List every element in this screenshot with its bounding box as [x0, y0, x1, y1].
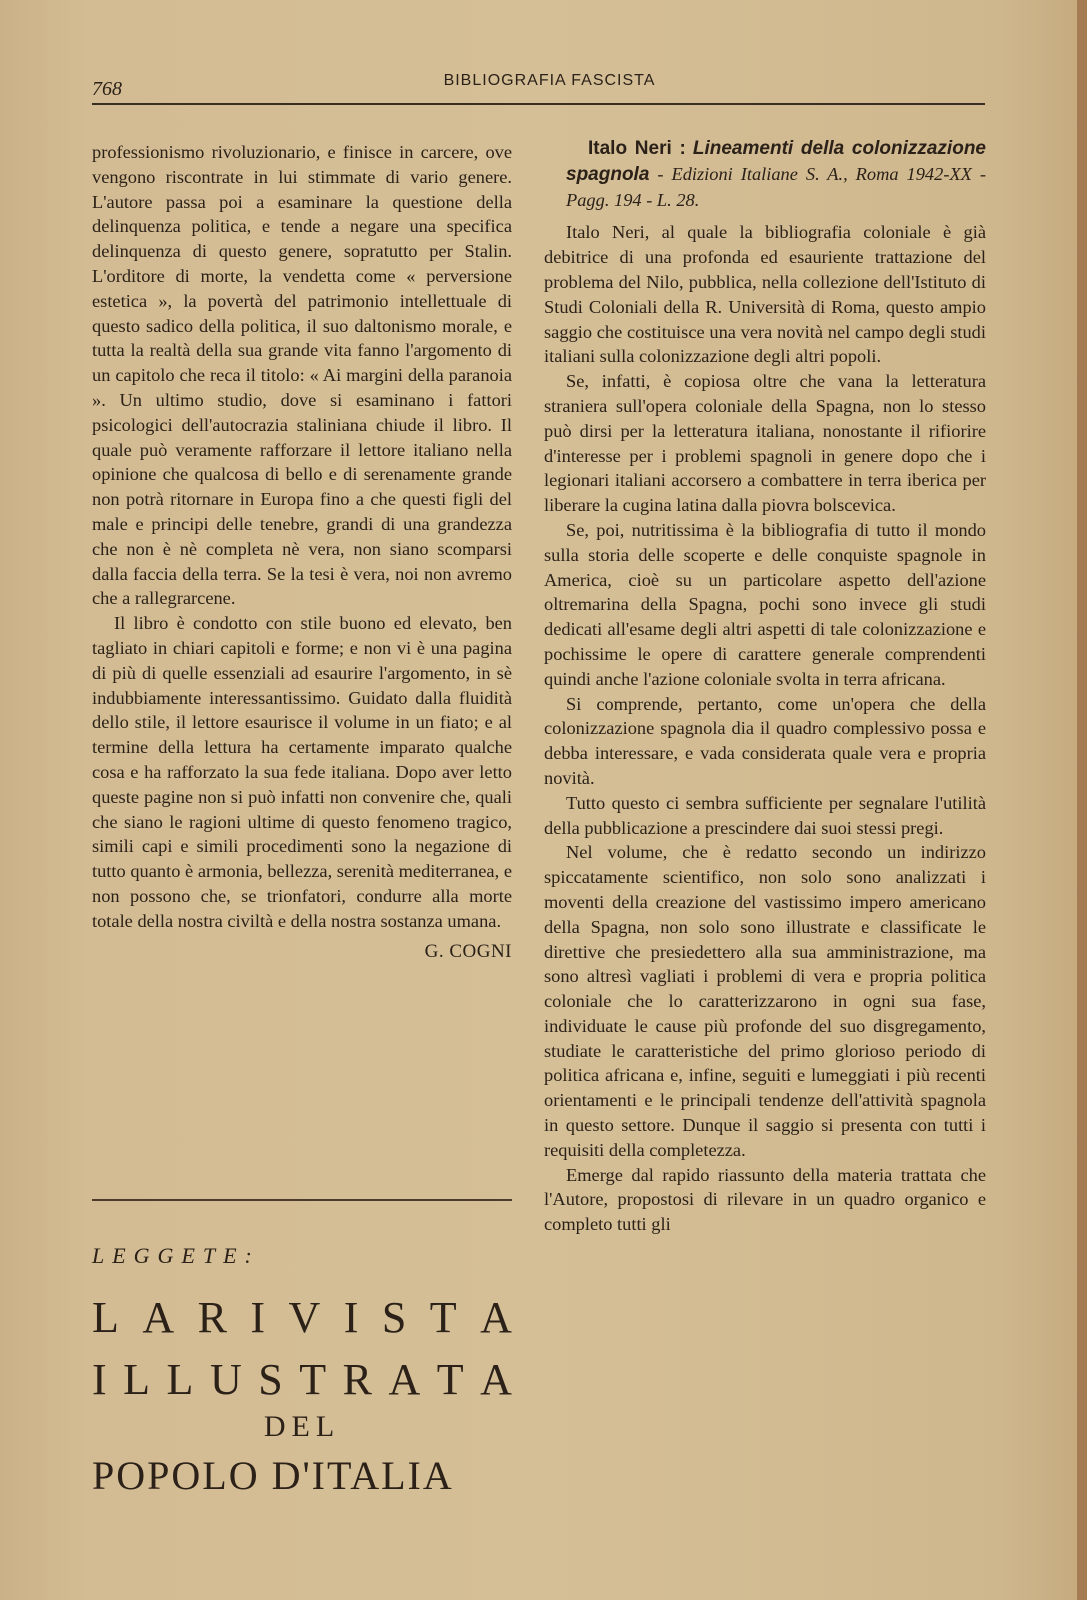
running-header-text: BIBLIOGRAFIA FASCISTA [443, 72, 656, 89]
right-paragraph-2: Se, infatti, è copiosa oltre che vana la letteratura straniera sull'opera coloniale della Spagna, non lo stesso può dirsi per la letteratura italiana, nonostante il rifiorire d'interesse per i problemi spagnoli in genere dopo che i legionari italiani accorsero a combattere in terra iberica per liberare la cugina latina dalla piovra bolscevica. [544, 371, 986, 516]
advert-letter: T [436, 1355, 464, 1404]
advert-letter: I [250, 1293, 266, 1342]
advert-letter: R [342, 1355, 372, 1404]
book-author: Italo Neri : [588, 138, 686, 159]
advert-line-popolo: POPOLO D'ITALIA [92, 1453, 454, 1498]
header-rule [92, 103, 985, 105]
advert-letter: A [480, 1293, 512, 1342]
advert-letter: I [92, 1355, 107, 1404]
book-publication: - Edizioni Italiane S. A., Roma 1942-XX - Pagg. 194 - L. 28. [566, 163, 986, 210]
advert-letter: S [258, 1355, 283, 1404]
advert-letter: U [209, 1355, 242, 1404]
advert-line-rivista [92, 1292, 512, 1343]
right-column [544, 136, 986, 1237]
right-paragraph-7: Emerge dal rapido riassunto della materia trattata che l'Autore, propostosi di rilevare in un quadro organico e completo tutti gli [544, 1164, 986, 1235]
advert-line-illustrata [92, 1354, 512, 1405]
page-number: 768 [92, 78, 122, 100]
advert-letter: A [480, 1355, 512, 1404]
left-paragraph-2: Il libro è condotto con stile buono ed elevato, ben tagliato in chiari capitoli e forme; e non vi è una pagina di più di quelle essenziali ad esaurire l'argomento, in sè indubbiamente interessantissimo. Guidato dalla fluidità dello stile, il lettore esaurisce il volume in un fiato; e al termine della lettura ha certamente imparato qualche cosa e ha rafforzato la sua fede italiana. Dopo aver letto queste pagine non si può infatti non convenire che, quali che siano le ragioni ultime di questo fenomeno tragico, simili capi e simili procedimenti sono la negazione di tutto quanto è armonia, bellezza, serenità mediterranea, e non possono che, se trionfatori, condurre alla morte totale della nostra civiltà e della nostra sostanza umana. [92, 613, 512, 931]
advert-letter: I [343, 1293, 359, 1342]
right-paragraph-6: Nel volume, che è redatto secondo un indirizzo spiccatamente scientifico, non solo sono analizzati i moventi della creazione del vastissimo impero americano della Spagna, non solo sono illustrate e classificate le direttive che presiedettero alla sua amministrazione, ma sono altresì vagliati i problemi di vera e propria politica coloniale che lo caratterizzarono in ogni sua fase, individuate le cause più profonde del suo disgregamento, studiate le caratteristiche del primo glorioso periodo di politica africana e, infine, seguiti e lumeggiati i più recenti orientamenti e le principali tendenze dell'attività spagnola in questo settore. Dunque il saggio si presenta con tutti i requisiti della completezza. [544, 842, 986, 1160]
advert-letter: R [197, 1293, 227, 1342]
advert-letter: L [92, 1293, 119, 1342]
book-heading [544, 136, 986, 212]
right-paragraph-5: Tutto questo ci sembra sufficiente per segnalare l'utilità della pubblicazione a prescindere dai suoi stessi pregi. [544, 792, 986, 838]
advert-letter: T [429, 1293, 457, 1342]
left-paragraph-1: professionismo rivoluzionario, e finisce in carcere, ove vengono riscontrate in lui stimmate di vario genere. L'autore passa poi a esaminare la questione della delinquenza politica, e tende a negare una specifica delinquenza di questo genere, sopratutto per Stalin. L'orditore di morte, la vendetta come « perversione estetica », la povertà del patrimonio intellettuale di questo sadico della politica, il suo daltonismo morale, e tutta la realtà della sua grande vita fanno l'argomento di un capitolo che reca il titolo: « Ai margini della paranoia ». Un ultimo studio, dove si esaminano i fattori psicologici dell'autocrazia staliniana chiude il libro. Il quale può veramente rafforzare il lettore italiano nella opinione che qualcosa di bello e di serenamente grande non potrà ritornare in Europa fino a che questi figli del male e principi delle tenebre, grandi di una grandezza che non è nè completa nè vera, non siano scomparsi dalla faccia della terra. Se la tesi è vera, noi non avremo che a rallegrarcene. [92, 142, 512, 609]
book-title: Lineamenti della colonizzazione spagnola [566, 138, 986, 185]
advert-letter: A [388, 1355, 421, 1404]
advert-line-del: DEL [263, 1410, 341, 1443]
advert-letter: L [166, 1355, 194, 1404]
advert-letter: A [142, 1293, 175, 1342]
left-column [92, 140, 512, 964]
advert-letter: V [288, 1293, 321, 1342]
review-signature: G. COGNI [424, 940, 512, 962]
right-paragraph-4: Si comprende, pertanto, come un'opera che della colonizzazione spagnola dia il quadro complessivo possa e debba interessare, e vada considerata quale vera e propria novità. [544, 693, 986, 788]
page-edge [1077, 0, 1087, 1600]
right-paragraph-3: Se, poi, nutritissima è la bibliografia di tutto il mondo sulla storia delle scoperte e delle conquiste spagnole in America, cioè su un particolare aspetto dell'azione oltremarina della Spagna, pochi sono invece gli studi dedicati all'esame degli altri aspetti di tale colonizzazione e pochissime le opere di carattere generale comprendenti quindi anche l'azione coloniale svolta in terra africana. [544, 519, 986, 689]
running-header [0, 72, 1087, 90]
advert-leggete: LEGGETE: [92, 1243, 260, 1268]
advert-letter: L [123, 1355, 151, 1404]
advert-letter: T [299, 1355, 327, 1404]
advert-letter: S [381, 1293, 407, 1342]
right-paragraph-1: Italo Neri, al quale la bibliografia coloniale è già debitrice di una profonda ed esauriente trattazione del problema del Nilo, pubblica, nella collezione dell'Istituto di Studi Coloniali della R. Università di Roma, questo ampio saggio che costituisce una vera novità nel campo degli studi italiani sulla colonizzazione degli altri popoli. [544, 222, 986, 367]
section-divider [92, 1199, 512, 1201]
